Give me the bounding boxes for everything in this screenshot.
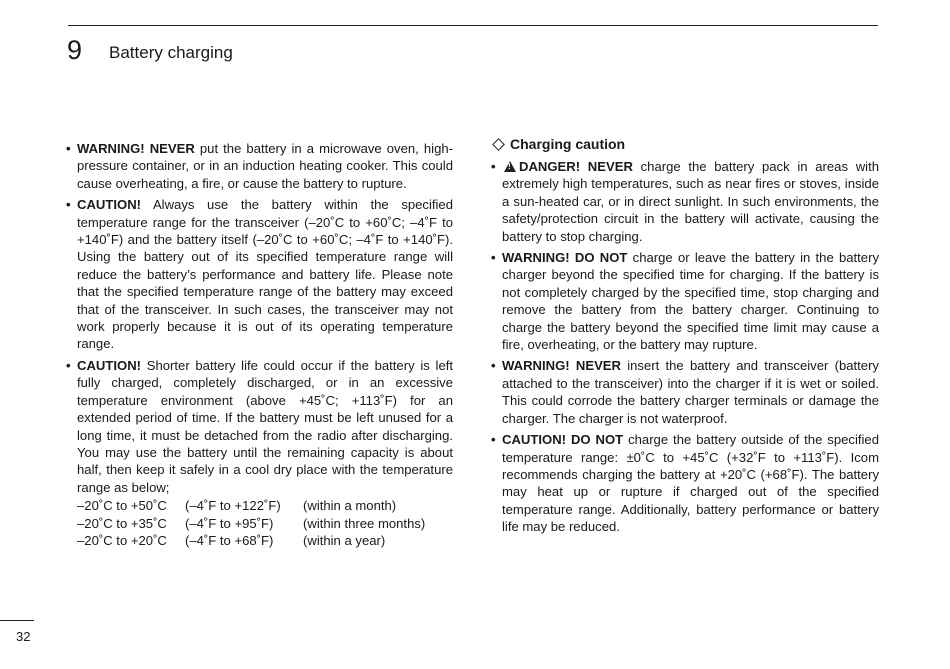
table-row <box>77 515 425 532</box>
item-text: charge the battery pack in areas with extremely high temperatures, such as near fires or stoves, inside a sun-heated car, or in direct sunlight. In such environments, the safety/protection circuit in the battery will activate, causing the battery to stop charging. <box>502 159 879 244</box>
storage-period: (within a month) <box>303 498 397 514</box>
fahrenheit-range: (–4˚F to +95˚F) <box>185 515 274 531</box>
caution-charge-temperature-item <box>491 431 879 535</box>
celsius-range: –20˚C to +50˚C <box>77 498 167 514</box>
warning-triangle-icon <box>504 161 516 172</box>
storage-temperature-table <box>77 497 425 549</box>
section-title: Charging caution <box>510 136 626 152</box>
table-row <box>77 497 425 514</box>
bullet: • <box>491 159 496 174</box>
bullet: • <box>66 197 71 213</box>
item-text: Shorter battery life could occur if the battery is left fully charged, completely discharged, or in an excessive temperature environment (above +45˚C; +113˚F) for an extended period of time. If the battery must be left unused for a long time, it must be detached from the radio after discharging. You may use the battery until the remaining capacity is about half, then keep it safely in a cool dry place with the temperature range as below; <box>77 357 453 495</box>
fahrenheit-range: (–4˚F to +122˚F) <box>185 498 281 514</box>
warning-charge-time-item <box>491 249 879 353</box>
right-column <box>491 136 879 540</box>
caution-battery-life-item <box>66 357 453 549</box>
caution-label: CAUTION! <box>77 357 142 373</box>
item-text: put the battery in a microwave oven, high-pressure container, or in an induction heating cooker. This could cause overheating, a fire, or cause the battery to rupture. <box>77 141 453 191</box>
item-text: insert the battery and transceiver (battery attached to the transceiver) into the charger if it is wet or soiled. This could corrode the battery charger terminals or damage the charger. The charger is not waterproof. <box>502 358 879 426</box>
item-text: Always use the battery within the specified temperature range for the transceiver (–20˚C to +60˚C; –4˚F to +140˚F) and the battery itself (–20˚C to +60˚C; –4˚F to +140˚F). Using the battery out of its specified temperature range will reduce the battery’s performance and battery life. Please note that the specified temperature range of the battery may exceed that of the transceiver. In such cases, the transceiver may not work properly because it is out of its operating temperature range. <box>77 197 453 352</box>
warning-wet-charger-item <box>491 357 879 427</box>
bullet: • <box>491 358 496 374</box>
bullet: • <box>66 141 71 156</box>
section-heading <box>491 136 879 153</box>
bullet: • <box>491 250 496 266</box>
celsius-range: –20˚C to +35˚C <box>77 515 167 531</box>
warning-label: WARNING! DO NOT <box>502 250 628 266</box>
caution-label: CAUTION! DO NOT <box>502 432 624 448</box>
page-number: 32 <box>16 629 31 644</box>
fahrenheit-range: (–4˚F to +68˚F) <box>185 532 274 548</box>
chapter-number: 9 <box>67 35 83 65</box>
storage-period: (within a year) <box>303 532 386 548</box>
danger-high-temperature-item <box>491 158 879 245</box>
caution-temperature-range-item <box>66 196 453 353</box>
left-column <box>66 140 453 553</box>
warning-microwave-item <box>66 140 453 192</box>
chapter-title: Battery charging <box>109 43 233 62</box>
diamond-icon <box>492 138 505 151</box>
header-rule <box>68 25 878 26</box>
danger-label: DANGER! NEVER <box>519 159 633 174</box>
warning-label: WARNING! NEVER <box>502 358 621 374</box>
item-text: charge the battery outside of the specified temperature range: ±0˚C to +45˚C (+32˚F to +113˚F). Icom recommends charging the battery at +20˚C (+68˚F). The battery may heat up or rupture if charged out of the specified temperature range. Additionally, battery performance or battery life may be reduced. <box>502 432 879 535</box>
caution-label: CAUTION! <box>77 197 142 213</box>
storage-period: (within three months) <box>303 515 426 531</box>
footer-rule <box>0 620 34 621</box>
table-row <box>77 532 425 549</box>
item-text: charge or leave the battery in the battery charger beyond the specified time for charging. If the battery is not completely charged by the specified time, stop charging and remove the battery from the battery charger. Continuing to charge the battery beyond the specified time limit may cause a fire, overheating, or the battery may rupture. <box>502 250 879 353</box>
bullet: • <box>491 432 496 448</box>
bullet: • <box>66 357 71 373</box>
warning-label: WARNING! NEVER <box>77 141 195 156</box>
celsius-range: –20˚C to +20˚C <box>77 532 167 548</box>
